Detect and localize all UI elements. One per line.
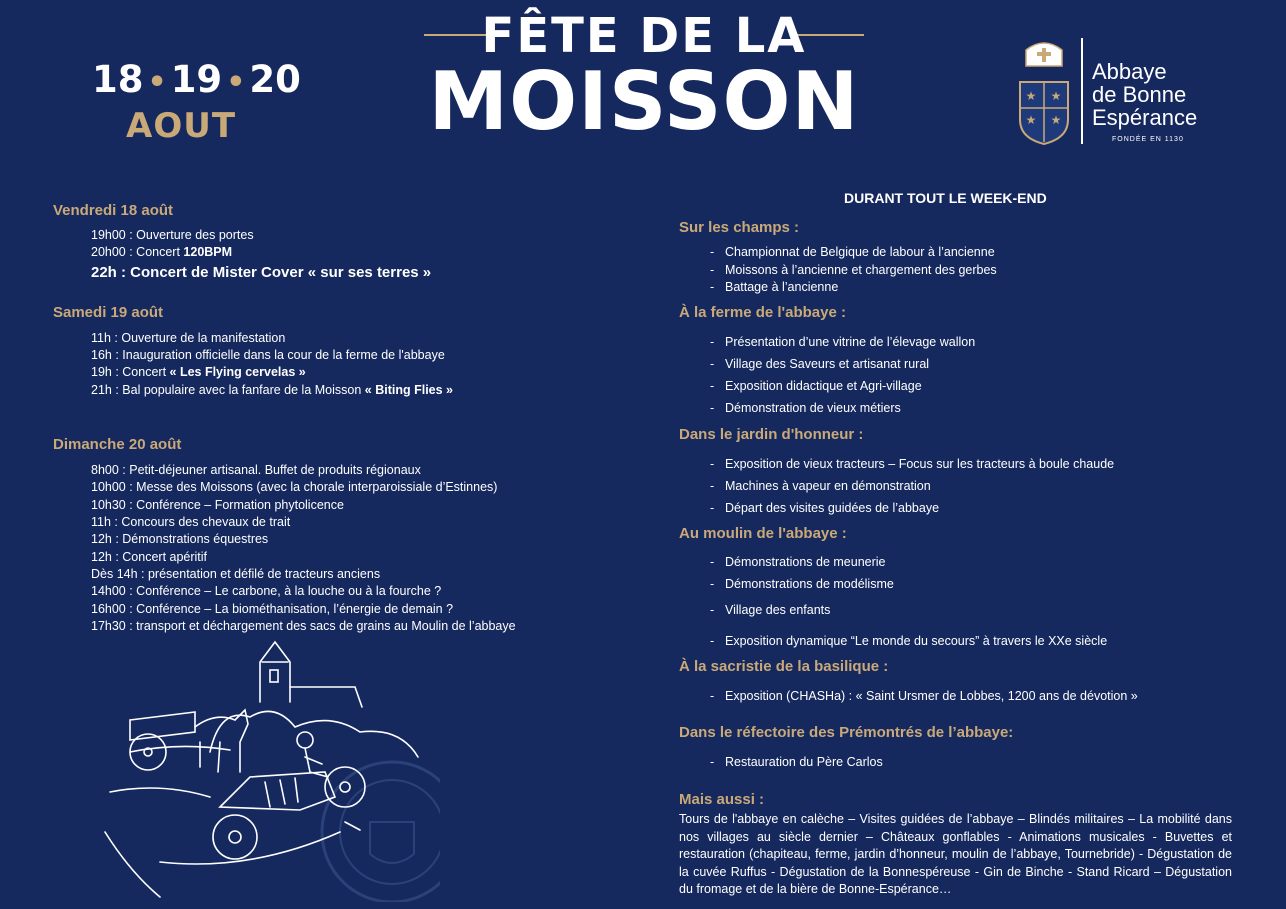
date-separator: • bbox=[226, 65, 246, 100]
list-item: - Démonstration de vieux métiers bbox=[710, 401, 901, 415]
abbey-name-line-1: Abbaye bbox=[1092, 59, 1167, 84]
section-title-champs: Sur les champs : bbox=[679, 219, 800, 236]
sunday-item: 17h30 : transport et déchargement des sacs de grains au Moulin de l’abbaye bbox=[91, 619, 516, 633]
date-day-2: 19 bbox=[170, 58, 223, 101]
abbey-crest-icon bbox=[1016, 38, 1072, 146]
abbey-name-line-2: de Bonne bbox=[1092, 82, 1187, 107]
saturday-item: 19h : Concert « Les Flying cervelas » bbox=[91, 365, 306, 379]
sunday-item: 10h30 : Conférence – Formation phytolicence bbox=[91, 498, 344, 512]
abbey-name-line-3: Espérance bbox=[1092, 105, 1198, 130]
sunday-title: Dimanche 20 août bbox=[53, 436, 182, 453]
section-title-ferme: À la ferme de l'abbaye : bbox=[679, 304, 846, 321]
saturday-title: Samedi 19 août bbox=[53, 304, 164, 321]
list-item: - Démonstrations de meunerie bbox=[710, 555, 886, 569]
list-item: - Exposition (CHASHa) : « Saint Ursmer de Lobbes, 1200 ans de dévotion » bbox=[710, 689, 1138, 703]
friday-item: 19h00 : Ouverture des portes bbox=[91, 228, 254, 242]
date-day-1: 18 bbox=[92, 58, 144, 101]
svg-text:★: ★ bbox=[1050, 89, 1062, 103]
section-title-jardin: Dans le jardin d'honneur : bbox=[679, 426, 864, 443]
list-item: - Exposition de vieux tracteurs – Focus sur les tracteurs à boule chaude bbox=[710, 457, 1115, 471]
list-item: - Moissons à l’ancienne et chargement des gerbes bbox=[710, 263, 997, 277]
list-item: - Présentation d’une vitrine de l’élevage wallon bbox=[710, 335, 976, 349]
list-item: - Exposition dynamique “Le monde du secours” à travers le XXe siècle bbox=[710, 634, 1108, 648]
list-item: - Exposition didactique et Agri-village bbox=[710, 379, 922, 393]
section-title-refectoire: Dans le réfectoire des Prémontrés de l’abbaye: bbox=[679, 724, 1014, 741]
list-item: - Championnat de Belgique de labour à l’ancienne bbox=[710, 245, 995, 259]
sunday-item: 8h00 : Petit-déjeuner artisanal. Buffet de produits régionaux bbox=[91, 463, 421, 477]
list-item: - Village des enfants bbox=[710, 603, 831, 617]
friday-item: 20h00 : Concert 120BPM bbox=[91, 245, 233, 259]
list-item: - Restauration du Père Carlos bbox=[710, 755, 883, 769]
sunday-item: 11h : Concours des chevaux de trait bbox=[91, 515, 291, 529]
svg-text:★: ★ bbox=[1050, 113, 1062, 127]
svg-text:★: ★ bbox=[1025, 89, 1037, 103]
sunday-item: 16h00 : Conférence – La biométhanisation, l’énergie de demain ? bbox=[91, 602, 454, 616]
title-line-2: MOISSON bbox=[428, 55, 860, 148]
saturday-item: 21h : Bal populaire avec la fanfare de la Moisson « Biting Flies » bbox=[91, 383, 453, 397]
sunday-item: 10h00 : Messe des Moissons (avec la chorale interparoissiale d’Estinnes) bbox=[91, 480, 498, 494]
saturday-item: 11h : Ouverture de la manifestation bbox=[91, 331, 286, 345]
event-month: AOUT bbox=[126, 106, 237, 146]
list-item: - Village des Saveurs et artisanat rural bbox=[710, 357, 930, 371]
svg-text:★: ★ bbox=[1025, 113, 1037, 127]
list-item: - Machines à vapeur en démonstration bbox=[710, 479, 931, 493]
date-separator: • bbox=[147, 65, 167, 100]
list-item: - Battage à l’ancienne bbox=[710, 280, 839, 294]
title-line-1: FÊTE DE LA bbox=[481, 8, 807, 64]
list-item: - Démonstrations de modélisme bbox=[710, 577, 894, 591]
sunday-item: 12h : Concert apéritif bbox=[91, 550, 208, 564]
logo-divider bbox=[1081, 38, 1083, 144]
sunday-item: 12h : Démonstrations équestres bbox=[91, 532, 269, 546]
harvest-illustration bbox=[100, 632, 440, 902]
event-dates bbox=[92, 58, 301, 101]
section-title-moulin: Au moulin de l'abbaye : bbox=[679, 525, 847, 542]
aussi-paragraph: Tours de l'abbaye en calèche – Visites guidées de l’abbaye – Blindés militaires – La mobilité dans nos villages au siècle dernier – Châteaux gonflables - Animations musicales - Buvettes et restauration (chapiteau, ferme, jardin d’honneur, moulin de l’abbaye, Tournebride) - Dégustation de la cuvée Ruffus - Dégustation de la Bonnespéreuse - Gin de Binche - Stand Ricard – Dégustation du fromage et de la bière de Bonne-Espérance… bbox=[679, 812, 1232, 896]
sunday-item: 14h00 : Conférence – Le carbone, à la louche ou à la fourche ? bbox=[91, 584, 442, 598]
saturday-item: 16h : Inauguration officielle dans la cour de la ferme de l'abbaye bbox=[91, 348, 445, 362]
sunday-item: Dès 14h : présentation et défilé de tracteurs anciens bbox=[91, 567, 381, 581]
section-title-sacristie: À la sacristie de la basilique : bbox=[679, 658, 889, 675]
section-title-aussi: Mais aussi : bbox=[679, 791, 765, 808]
abbey-founded: FONDÉE EN 1130 bbox=[1112, 136, 1184, 143]
date-day-3: 20 bbox=[249, 58, 301, 101]
friday-title: Vendredi 18 août bbox=[53, 202, 174, 219]
weekend-title: DURANT TOUT LE WEEK-END bbox=[844, 190, 1047, 206]
list-item: - Départ des visites guidées de l’abbaye bbox=[710, 501, 940, 515]
friday-item: 22h : Concert de Mister Cover « sur ses terres » bbox=[91, 264, 432, 281]
abbey-name bbox=[1092, 60, 1197, 129]
